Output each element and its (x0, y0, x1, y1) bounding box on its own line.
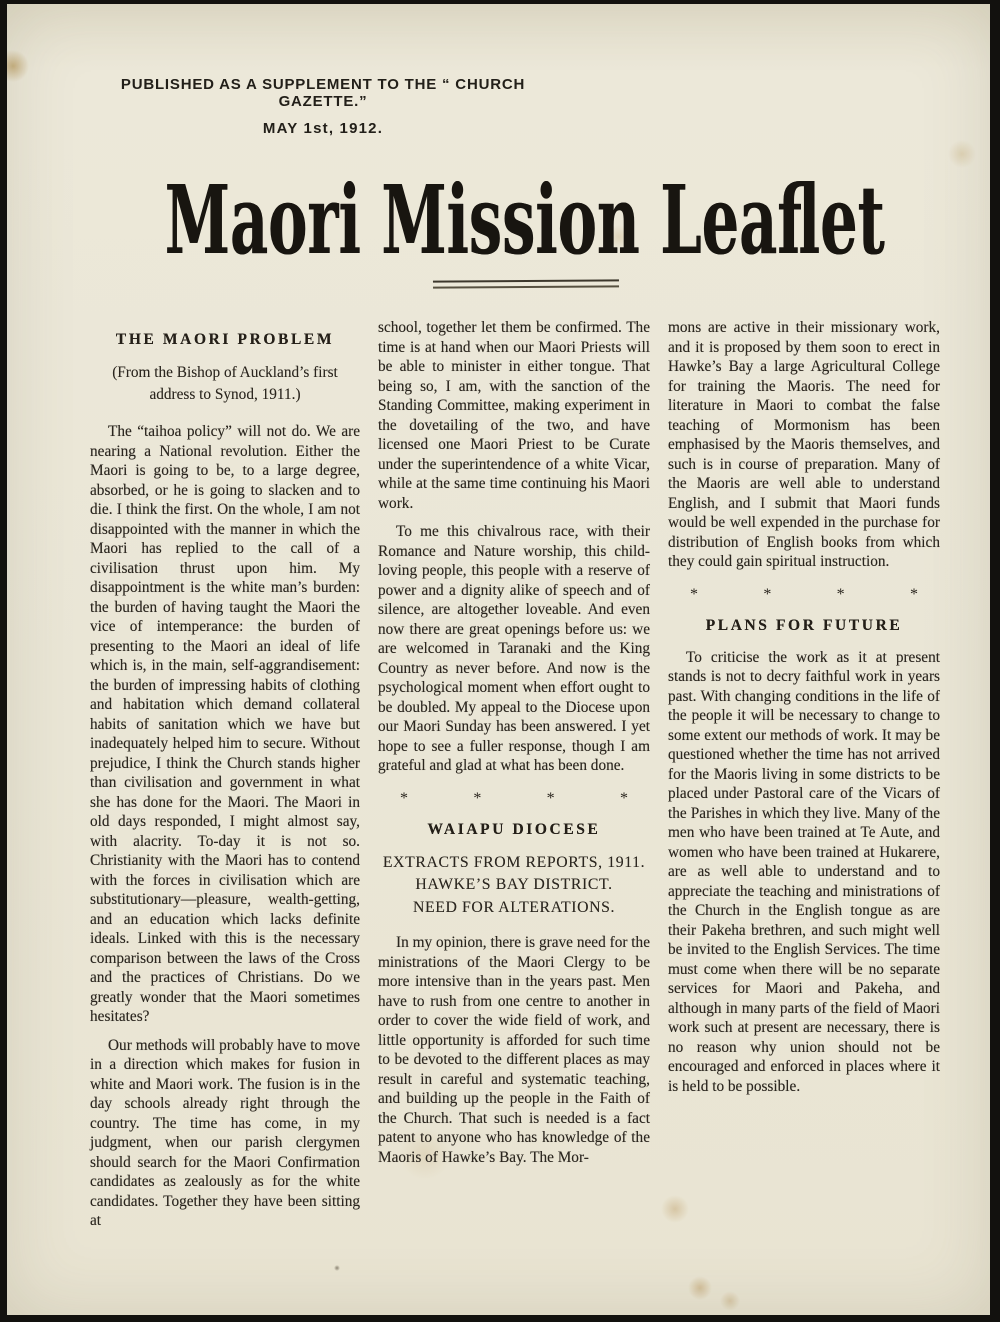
subheading-line: HAWKE’S BAY DISTRICT. (415, 876, 613, 893)
section-heading: WAIAPU DIOCESE (427, 820, 601, 838)
paragraph: To criticise the work as it at present stands is not to decry faithful work in years past. With changing conditions in the life of the people it will be necessary to change to some extent our methods of work. It may be questioned whether the time has not arrived for the Maoris living in some districts to be placed under Pastoral care of the Vicars of the Parishes in which they live. Many of the men who have been trained at Te Aute, and women who have been trained at Hukarere, are as well able to understand and to appreciate the teaching and ministrations of the Church in the English tongue as are their Pakeha brethren, and such might well be invited to the English Services. The time must come when there will be no separate services for Maori and Pakeha, and although in many parts of the field of Maori work such at present are necessary, there is no reason why union should not be encouraged and enforced in places where it is held to be possible. (668, 648, 940, 1095)
paragraph: school, together let them be confirmed. The time is at hand when our Maori Priests will be able to minister in either tongue. That being so, I am, with the sanction of the Standing Committee, making experiment in the dovetailing of the two, and have licensed one Maori Priest to be Curate under the superintendence of a white Vicar, while at the same time continuing his Maori work. (378, 319, 650, 512)
article-source (90, 362, 360, 406)
source-line: address to Synod, 1911.) (149, 386, 301, 403)
star-glyph: * (400, 789, 408, 807)
masthead-publication-line: PUBLISHED AS A SUPPLEMENT TO THE “ CHURCH GAZETTE.” (120, 76, 526, 110)
subheading-line: NEED FOR ALTERATIONS. (412, 898, 616, 916)
text-column (668, 318, 940, 1240)
star-separator (378, 790, 650, 808)
page-title-wrap (7, 165, 990, 276)
text-column (90, 318, 360, 1240)
article-columns (90, 318, 942, 1240)
subheading-line: EXTRACTS FROM REPORTS, 1911. (382, 853, 646, 871)
page-title: Maori Mission Leaflet (164, 165, 885, 276)
paragraph: The “taihoa policy” will not do. We are nearing a National revolution. Either the Maori is going to be, to a large degree, absorbed, or he is going to slacken and to die. I think the first. On the whole, I am not disappointed with the manner in which the Maori has replied to the call of a civilisation thrust upon him. My disappointment is the white man’s burden: the burden of having taught the Maori the vice of intemperance: the burden of presenting to the Maori an ideal of life which is, in the main, self-aggrandisement: the burden of impressing habits of clothing and habitation which demand collateral habits of sanitation which we have but inadequately helped him to secure. Without prejudice, I think the Church stands higher than civilisation and government in what she has done for the Maori. The Maori in old days responded, I might almost say, with alacrity. To-day it is not so. Christianity with the Maori has to contend with the forces in civilisation which are substitutionary—pleasure, wealth-getting, and an education which lacks definite ideals. Linked with this is the necessary comparison between the laws of the Cross and the practices of Christians. Do we greatly wonder that the Maori sometimes hesitates? (90, 423, 360, 1025)
section-heading: PLANS FOR FUTURE (705, 616, 903, 634)
star-glyph: * (473, 789, 482, 807)
masthead-date-line: MAY 1st, 1912. (262, 120, 384, 137)
paragraph: mons are active in their missionary work, and it is proposed by them soon to erect in Hawke’s Bay a large Agricultural College for training the Maoris. The need for literature in Maori to combat the false teaching of Mormonism has been emphasised by the Maoris themselves, and such is in course of preparation. Many of the Maoris are well able to understand English, and I submit that Maori funds would be well expended in the purchase for distribution of English books from which they could gain spiritual instruction. (668, 319, 940, 570)
title-double-rule (433, 279, 619, 288)
section-subheading (378, 852, 650, 920)
star-glyph: * (909, 585, 918, 603)
star-glyph: * (619, 789, 628, 807)
leaflet-page (7, 4, 990, 1315)
star-glyph: * (836, 585, 845, 603)
paragraph: Our methods will probably have to move in a direction which makes for fusion in white and Maori work. The fusion is in the day schools already right through the country. The time has come, in my judgment, when our parish clergymen should search for the Maori Confirmation candidates as zealously as for the white candidates. Together they have been sitting at (90, 1036, 360, 1229)
star-separator (668, 586, 940, 604)
paragraph: To me this chivalrous race, with their Romance and Nature worship, this child-loving people, this people with a reserve of power and a dignity alike of speech and of silence, are altogether loveable. And even now there are great openings before us: we are welcomed in Taranaki and the King Country as never before. And now is the psychological moment when effort ought to be doubled. My appeal to the Diocese upon our Maori Sunday has been answered. I yet hope to see a fuller response, though I am grateful and glad at what has been done. (378, 523, 650, 774)
paragraph: In my opinion, there is grave need for the ministrations of the Maori Clergy to be more intensive than in the years past. Men have to rush from one centre to another in order to cover the wide field of work, and little opportunity is afforded for such time to be devoted to the different places as may result in careful and systematic teaching, and building up the people in the Faith of the Church. That such is needed is a fact patent to anyone who has knowledge of the Maoris of Hawke’s Bay. The Mor- (378, 934, 650, 1166)
section-heading: THE MAORI PROBLEM (115, 331, 335, 348)
text-column (378, 318, 650, 1240)
star-glyph: * (690, 585, 698, 603)
masthead (93, 76, 553, 137)
source-line: (From the Bishop of Auckland’s first (112, 364, 338, 381)
star-glyph: * (763, 585, 772, 603)
star-glyph: * (546, 789, 555, 807)
